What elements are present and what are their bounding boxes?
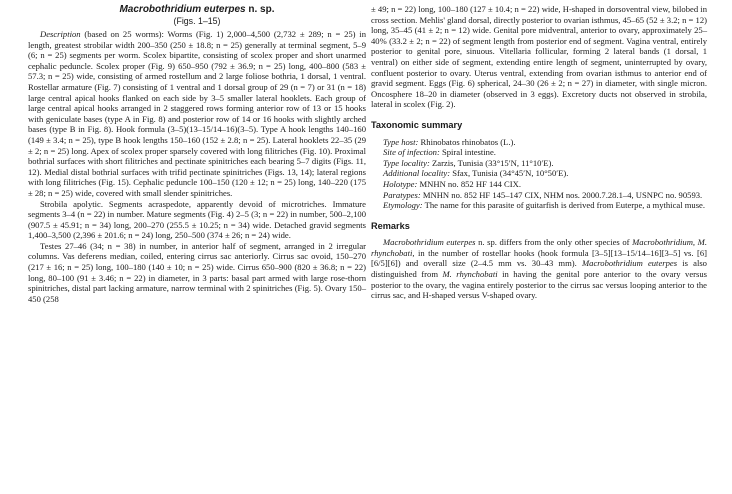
- taxonomy-value: The name for this parasite of guitarfish is derived from Euterpe, a mythical muse.: [422, 200, 706, 211]
- taxonomy-value: Zarzis, Tunisia (33°15′N, 11°10′E).: [429, 157, 554, 168]
- taxonomy-list: [371, 137, 707, 211]
- taxonomy-value: MNHN no. 852 HF 145–147 CIX, NHM nos. 2000.7.28.1–4, USNPC no. 90593.: [420, 189, 703, 200]
- taxonomy-value: Sfax, Tunisia (34°45′N, 10°50′E).: [450, 168, 569, 179]
- taxonomy-label: Type locality:: [383, 157, 430, 168]
- taxonomy-value: Rhinobatos rhinobatos (L.).: [418, 136, 516, 147]
- taxonomy-label: Type host:: [383, 136, 419, 147]
- taxonomy-item: [371, 158, 707, 169]
- species-title: [28, 4, 366, 16]
- description-paragraph: [28, 29, 366, 199]
- testes-paragraph: Testes 27–46 (34; n = 38) in number, in anterior half of segment, arranged in 2 irregular columns. Vas deferens median, coiled, entering cirrus sac anteriorly. Cirrus sac ovoid, 150–270 (217 ± 16; n = 25) long, 100–180 (140 ± 10; n = 25) wide. Cirrus 650–900 (820 ± 36.8; n = 22) long, 80–100 (91 ± 3.46; n = 22) in diameter, in 3 parts: basal part armed with large rose-thorn spinitriches, distal part lacking armature, narrow terminal with 2 spinitriches (Fig. 5). Ovary 150–450 (258: [28, 240, 366, 304]
- species-title-name: Macrobothridium euterpes: [119, 4, 246, 15]
- remarks-run: Macrobothridium, M. rhynchobati: [371, 237, 707, 258]
- taxonomy-label: Paratypes:: [383, 189, 421, 200]
- remarks-heading: Remarks: [371, 220, 410, 231]
- taxonomy-value: MNHN no. 852 HF 144 CIX.: [417, 178, 521, 189]
- taxonomy-item: [371, 179, 707, 190]
- remarks-paragraph: [371, 237, 707, 301]
- description-text: (based on 25 worms): Worms (Fig. 1) 2,000–4,500 (2,732 ± 289; n = 25) in length, greatest strobilar width 200–350 (250 ± 18.8; n = 25) generally at terminal segment, 5–9 (6; n = 25) segments per worm. Scolex bipartite, consisting of scolex proper and short unarmed cephalic peduncle. Scolex proper (Fig. 9) 650–950 (792 ± 36.9; n = 25) long, 400–800 (583 ± 57.3; n = 25) wide, consisting of armed rostellum and 2 large foliose bothria, 1 dorsal, 1 ventral. Rostellar armature (Fig. 7) consisting of 1 ventral and 1 dorsal group of 29 (n = 7) or 31 (n = 18) large central apical hooks flanked on each side by 3–5 smaller lateral hooklets. Each group of large central apical hooks arranged in 2 staggered rows forming anterior row of 13 or 15 hooks with geniculate bases (type A in Fig. 8) and posterior row of 14 or 16 hooks with slightly arched bases (type B in Fig. 8). Hook formula (3–5)(13–15/14–16)(3–5). Type A hook lengths 140–160 (149 ± 3.4; n = 25), type B hook lengths 150–160 (152 ± 2.8; n = 25). Lateral hooklets 22–35 (29 ± 2; n = 25) long. Apex of scolex proper sparsely covered with long filitriches (Fig. 10). Proximal bothrial surfaces with short filitriches and pectinate spinitriches each bearing 5–7 digits (Figs. 11, 12). Medial distal bothrial surfaces with trifid pectinate spinitriches (Figs. 13, 14); lateral regions with long filitriches (Fig. 15). Cephalic peduncle 100–150 (120 ± 12; n = 25) long, 140–220 (175 ± 28; n = 25) wide, covered with small slender spinitriches.: [28, 29, 366, 198]
- ovary-paragraph: ± 49; n = 22) long, 100–180 (127 ± 10.4; n = 22) wide, H-shaped in dorsoventral view, bilobed in cross section. Mehlis' gland dorsal, directly posterior to ovarian isthmus, 45–65 (52 ± 3.2; n = 12) long, 35–45 (41 ± 2; n = 12) wide. Genital pore midventral, anterior to ovary, approximately 25–40% (33.2 ± 2; n = 22) of segment length from posterior end of segment. Vagina ventral, entirely posterior to genital pore, sinuous. Vitellaria follicular, forming 2 lateral bands (1 dorsal, 1 ventral) on either side of segment, extending entire length of segment, uninterrupted by ovary, confluent posterior to ovary. Uterus ventral, extending from ovarian isthmus to anterior end of gravid segment. Eggs (Fig. 6) spherical, 24–30 (26 ± 2; n = 27) in diameter, with single micron. Oncosphere 18–20 in diameter (observed in 3 eggs). Excretory ducts not observed in strobila, lateral in scolex (Fig. 2).: [371, 4, 707, 110]
- strobila-paragraph: Strobila apolytic. Segments acraspedote, apparently devoid of microtriches. Immature segments 3–4 (n = 22) in number. Mature segments (Fig. 4) 2–5 (3; n = 22) in number, 500–2,100 (907.5 ± 45.91; n = 34) long, 200–270 (255.5 ± 10.25; n = 34) wide. Detached gravid segments 1,400–3,500 (2,396 ± 201.6; n = 24) long, 250–500 (374 ± 26; n = 24) wide.: [28, 198, 366, 241]
- taxonomy-item: [371, 190, 707, 201]
- remarks-run: n. sp. differs from the only other species of: [475, 237, 633, 248]
- taxonomy-item: [371, 147, 707, 158]
- species-title-suffix: n. sp.: [245, 4, 275, 15]
- taxonomy-label: Additional locality:: [383, 168, 451, 179]
- remarks-run: in having the genital pore anterior to the ovary versus posterior to the ovary, the vagina entirely posterior to the cirrus sac versus looping anterior to the cirrus sac, and H-shaped versus V-shaped ovary.: [371, 269, 707, 301]
- taxonomic-summary-heading: Taxonomic summary: [371, 119, 463, 130]
- remarks-run: M. rhynchobati: [442, 269, 498, 280]
- taxonomy-value: Spiral intestine.: [439, 147, 496, 158]
- figure-reference: (Figs. 1–15): [173, 16, 221, 26]
- remarks-run: Macrobothridium euterpes: [383, 237, 476, 248]
- taxonomy-label: Holotype:: [383, 178, 418, 189]
- remarks-run: is also distinguished from: [371, 258, 707, 280]
- taxonomy-item: [371, 137, 707, 148]
- left-column: [28, 29, 366, 304]
- remarks-run: , in the number of rostellar hooks (hook formula [3–5][13–15/14–16][3–5] vs. [6][6/5][6]) and overall size (2–4.5 mm vs. 30–43 mm).: [371, 247, 707, 269]
- taxonomy-label: Site of infection:: [383, 147, 440, 158]
- right-column: [371, 4, 707, 301]
- taxonomy-item: [371, 168, 707, 179]
- species-header: [28, 4, 366, 27]
- remarks-run: Macrobothridium euterpes: [581, 258, 678, 269]
- description-label: Description: [40, 29, 81, 39]
- taxonomy-item: [371, 200, 707, 211]
- taxonomy-label: Etymology:: [383, 200, 423, 211]
